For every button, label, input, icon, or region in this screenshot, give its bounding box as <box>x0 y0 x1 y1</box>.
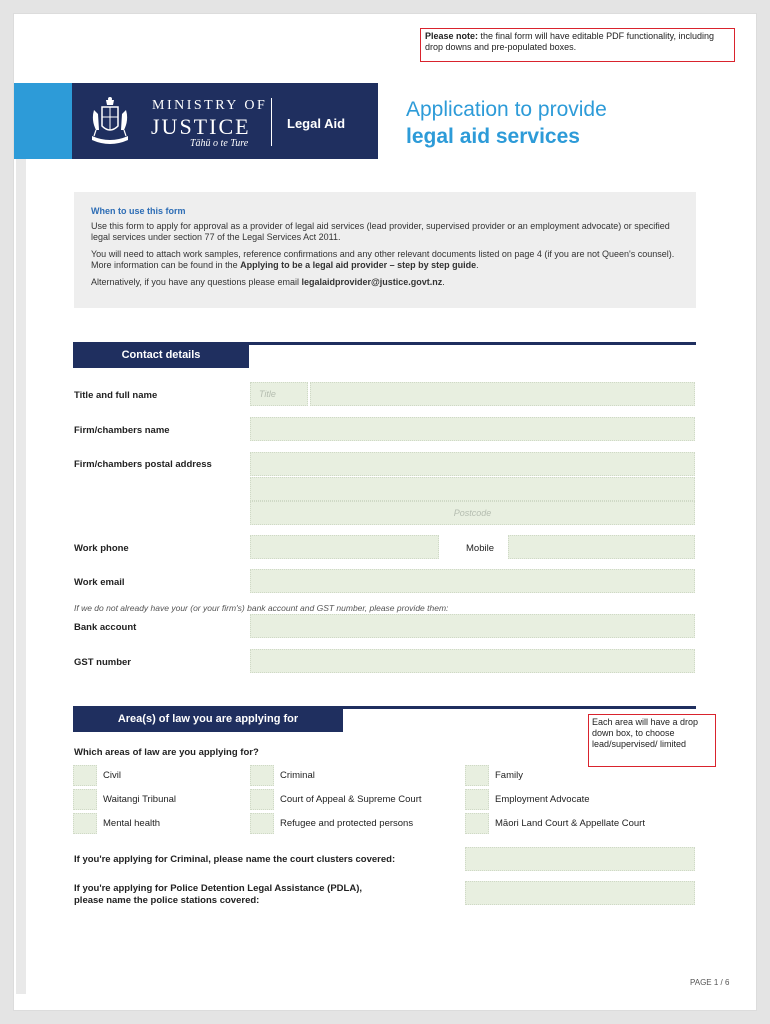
mental-health-label: Mental health <box>103 818 161 829</box>
work-email-label: Work email <box>74 577 125 588</box>
mobile-field[interactable] <box>508 535 695 559</box>
work-phone-field[interactable] <box>250 535 439 559</box>
family-checkbox[interactable] <box>465 765 489 786</box>
civil-label: Civil <box>103 770 121 781</box>
intro-p2-end: . <box>476 260 479 270</box>
areas-of-law-title: Area(s) of law you are applying for <box>73 706 343 732</box>
title-field[interactable]: Title <box>250 382 308 406</box>
bank-account-field[interactable] <box>250 614 695 638</box>
tagline-text: Tāhū o te Ture <box>190 138 249 149</box>
contact-email-link[interactable]: legalaidprovider@justice.govt.nz <box>301 276 443 287</box>
address-line-2-field[interactable] <box>250 477 695 501</box>
maori-land-court-label: Māori Land Court & Appellate Court <box>495 818 645 829</box>
bank-account-label: Bank account <box>74 622 137 633</box>
editable-pdf-note <box>420 28 735 62</box>
form-title <box>406 96 607 150</box>
banner-accent <box>14 83 72 159</box>
employment-advocate-label: Employment Advocate <box>495 794 590 805</box>
pdla-question-line1: If you're applying for Police Detention Legal Assistance (PDLA), <box>74 883 363 894</box>
pdla-question <box>74 883 362 907</box>
form-title-line2: legal aid services <box>406 125 580 148</box>
justice-wordmark: JUSTICE <box>151 114 251 139</box>
firm-name-field[interactable] <box>250 417 695 441</box>
banner-divider <box>271 98 272 146</box>
postal-address-label: Firm/chambers postal address <box>74 459 212 470</box>
firm-name-label: Firm/chambers name <box>74 425 170 436</box>
refugee-checkbox[interactable] <box>250 813 274 834</box>
criminal-label: Criminal <box>280 770 315 781</box>
work-email-field[interactable] <box>250 569 695 593</box>
contact-details-title: Contact details <box>73 342 249 368</box>
coat-of-arms-logo <box>88 96 132 150</box>
intro-box <box>74 192 696 308</box>
intro-paragraph-3 <box>91 277 679 289</box>
work-phone-label: Work phone <box>74 543 129 554</box>
address-line-1-field[interactable] <box>250 452 695 476</box>
step-by-step-guide-link[interactable]: Applying to be a legal aid provider – step by step guide <box>240 260 477 270</box>
form-title-line1: Application to provide <box>406 98 607 121</box>
intro-p2-text: You will need to attach work samples, reference confirmations and any other relevant documents listed on page 4 (if you are not Queen's counsel). More information can be found in the <box>91 248 675 270</box>
gst-number-label: GST number <box>74 657 132 668</box>
pdla-question-line2: please name the police stations covered: <box>74 895 260 906</box>
mental-health-checkbox[interactable] <box>73 813 97 834</box>
employment-advocate-checkbox[interactable] <box>465 789 489 810</box>
court-of-appeal-checkbox[interactable] <box>250 789 274 810</box>
maori-land-court-checkbox[interactable] <box>465 813 489 834</box>
intro-p3-text: Alternatively, if you have any questions please email <box>91 276 302 287</box>
police-stations-field[interactable] <box>465 881 695 905</box>
intro-heading: When to use this form <box>91 206 186 216</box>
note-bold-text: Please note: <box>425 31 479 41</box>
bank-details-note: If we do not already have your (or your firm's) bank account and GST number, please provide them: <box>74 603 449 613</box>
intro-paragraph-1: Use this form to apply for approval as a provider of legal aid services (lead provider, supervised provider or an employment advocate) or specified legal services under section 77 of the Legal Services Act 2011. <box>91 220 670 242</box>
intro-paragraph-2 <box>91 249 679 272</box>
gst-number-field[interactable] <box>250 649 695 673</box>
waitangi-tribunal-label: Waitangi Tribunal <box>103 794 177 805</box>
refugee-label: Refugee and protected persons <box>280 818 414 829</box>
left-margin-bar <box>16 84 26 994</box>
drop-down-note: Each area will have a drop down box, to choose lead/supervised/ limited <box>588 714 716 767</box>
full-name-field[interactable] <box>310 382 695 406</box>
court-of-appeal-label: Court of Appeal & Supreme Court <box>280 794 422 805</box>
note-text: the final form will have editable PDF functionality, including drop downs and pre-populated boxes. <box>425 31 714 52</box>
ministry-of-text: MINISTRY OF <box>152 98 268 113</box>
criminal-clusters-question: If you're applying for Criminal, please name the court clusters covered: <box>74 854 396 865</box>
waitangi-tribunal-checkbox[interactable] <box>73 789 97 810</box>
page-number: PAGE 1 / 6 <box>690 978 730 987</box>
postcode-field[interactable]: Postcode <box>250 501 695 525</box>
criminal-checkbox[interactable] <box>250 765 274 786</box>
intro-p3-end: . <box>442 276 445 287</box>
areas-question: Which areas of law are you applying for? <box>74 747 259 758</box>
legal-aid-label: Legal Aid <box>287 116 346 131</box>
family-label: Family <box>495 770 523 781</box>
civil-checkbox[interactable] <box>73 765 97 786</box>
criminal-clusters-field[interactable] <box>465 847 695 871</box>
title-name-label: Title and full name <box>74 390 158 401</box>
mobile-label: Mobile <box>466 543 494 554</box>
